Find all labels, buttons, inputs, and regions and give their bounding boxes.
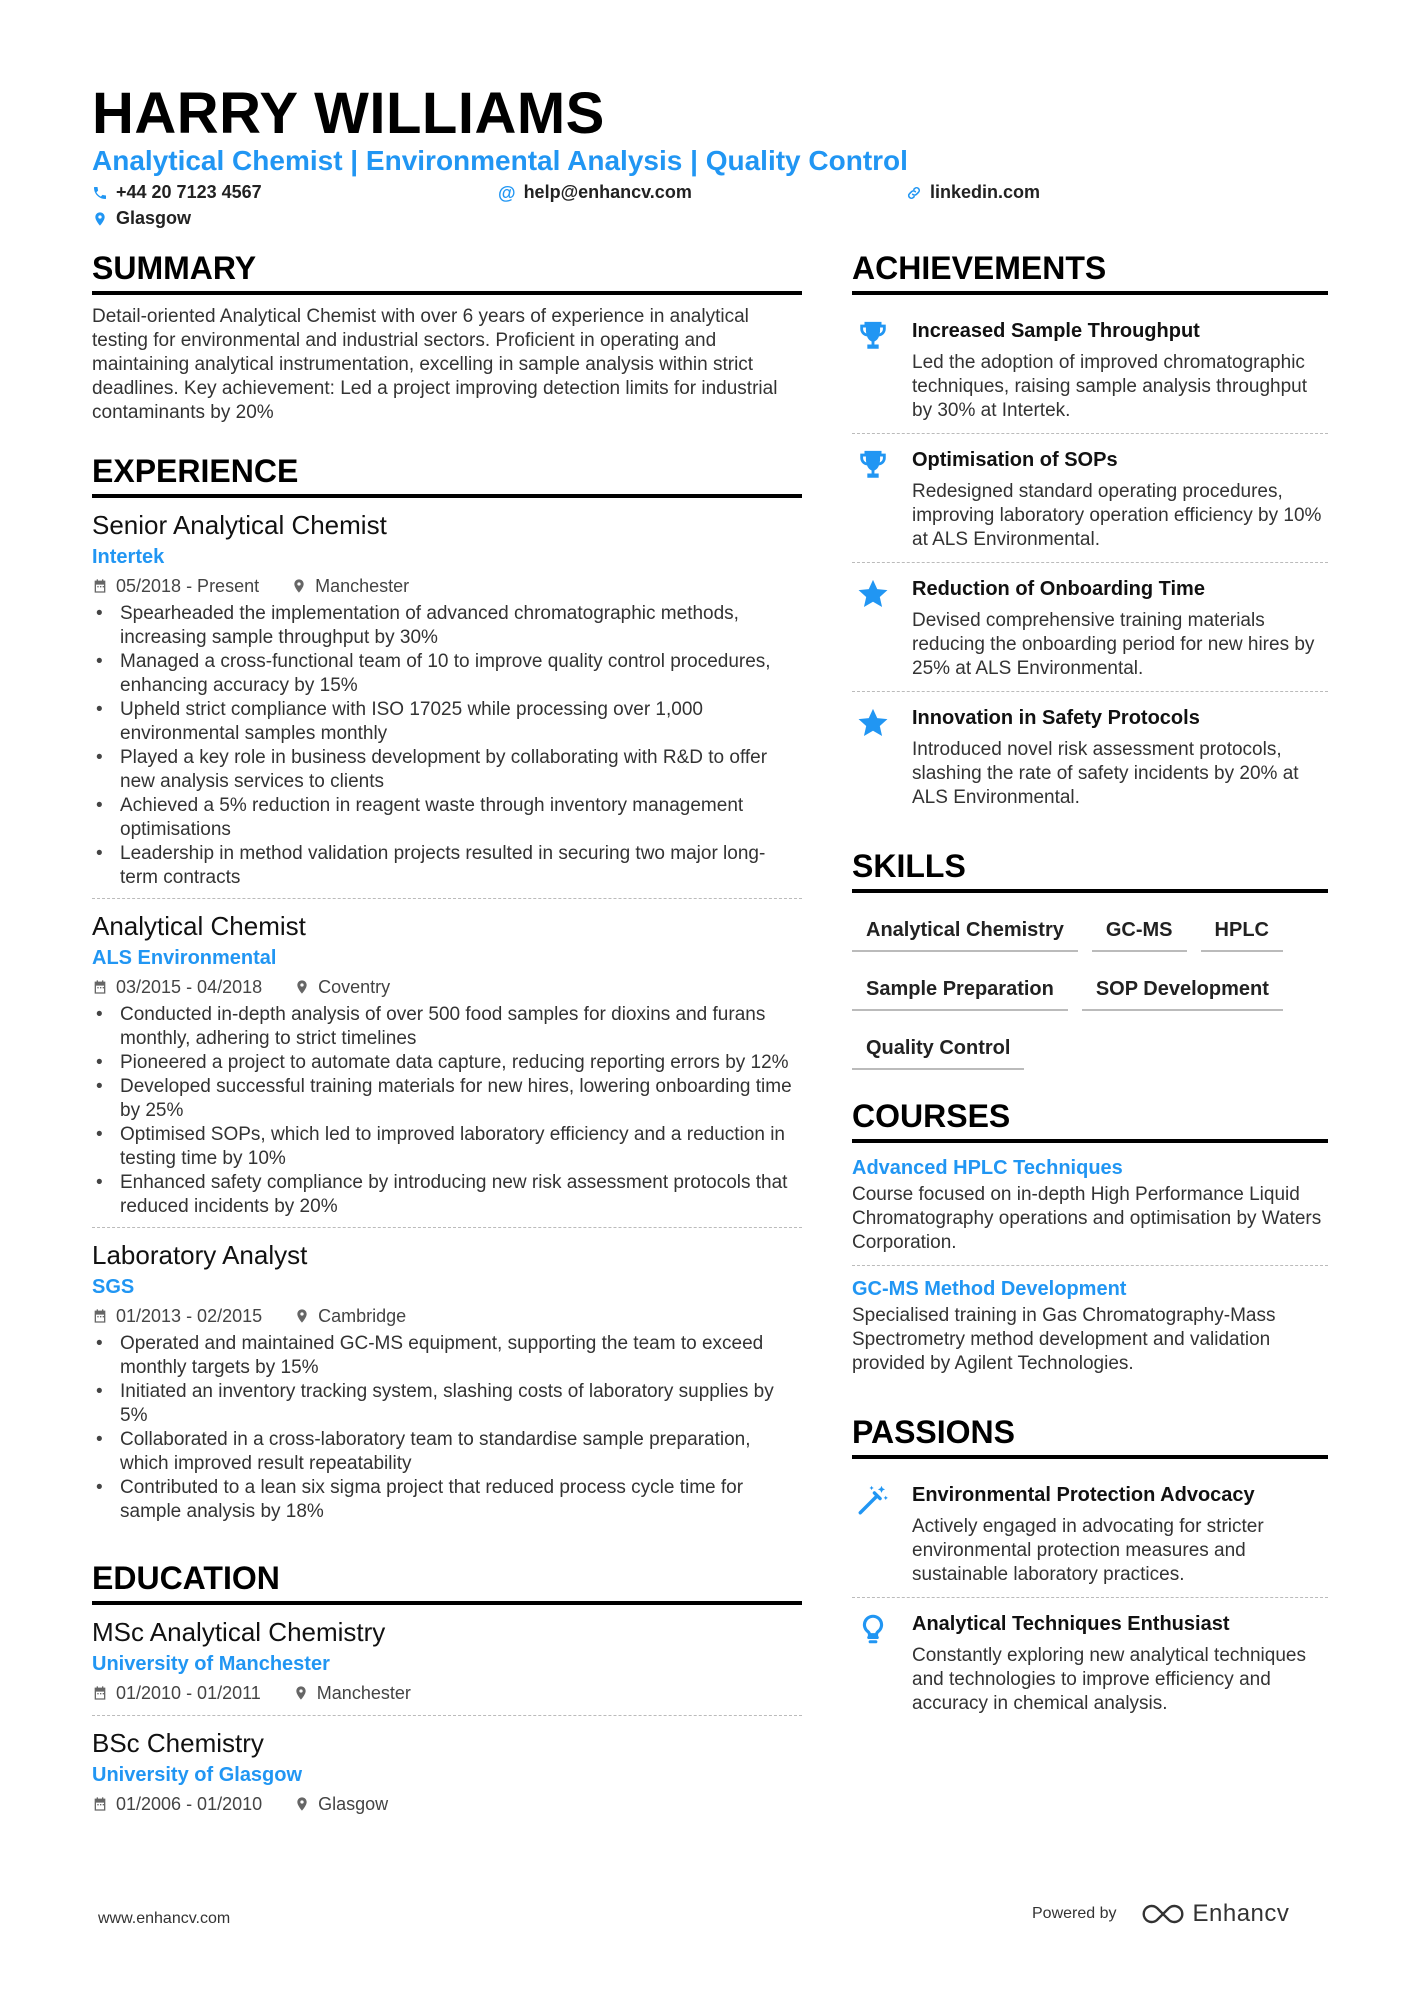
job-location: Coventry bbox=[318, 977, 391, 997]
experience-entry bbox=[92, 508, 802, 899]
bullet-item: • Developed successful training materials for new hires, lowering onboarding time by 25% bbox=[92, 1075, 802, 1123]
course-desc: Specialised training in Gas Chromatography-Mass Spectrometry method development and validation provided by Agilent Technologies. bbox=[852, 1305, 1276, 1374]
achievement-item bbox=[852, 692, 1328, 820]
job-dates: 05/2018 - Present bbox=[116, 576, 260, 596]
bullet-item: • Achieved a 5% reduction in reagent waste through inventory management optimisations bbox=[92, 794, 802, 842]
job-title: Laboratory Analyst bbox=[92, 1240, 308, 1270]
candidate-name: HARRY WILLIAMS bbox=[92, 81, 605, 146]
education-meta bbox=[92, 1679, 802, 1707]
bullet-item: • Contributed to a lean six sigma project that reduced process cycle time for sample analysis by 18% bbox=[92, 1476, 802, 1524]
skills-section bbox=[852, 848, 1328, 1070]
degree-title: MSc Analytical Chemistry bbox=[92, 1617, 386, 1647]
phone-contact[interactable] bbox=[92, 182, 262, 203]
education-entry bbox=[92, 1726, 802, 1826]
star-icon bbox=[855, 577, 891, 611]
summary-text: Detail-oriented Analytical Chemist with over 6 years of experience in analytical testing for environmental and industrial sectors. Proficient in operating and maintaining analytical instrumentation, excelling in sample analysis within strict deadlines. Key achievement: Led a project improving detection limits for industrial contaminants by 20% bbox=[92, 306, 778, 423]
education-dates: 01/2010 - 01/2011 bbox=[116, 1683, 261, 1703]
experience-entry bbox=[92, 1238, 802, 1532]
bullet-item: • Played a key role in business development by collaborating with R&D to offer new analysis services to clients bbox=[92, 746, 802, 794]
bullet-item: • Pioneered a project to automate data capture, reducing reporting errors by 12% bbox=[92, 1051, 802, 1075]
achievement-desc: Devised comprehensive training materials reducing the onboarding period for new hires by 25% at ALS Environmental. bbox=[912, 610, 1315, 679]
brand-name: Enhancv bbox=[1192, 1900, 1290, 1927]
school-name: University of Glasgow bbox=[92, 1764, 303, 1786]
headline: Analytical Chemist | Environmental Analysis | Quality Control bbox=[92, 145, 908, 176]
job-location: Cambridge bbox=[318, 1306, 407, 1326]
achievement-title: Optimisation of SOPs bbox=[912, 449, 1118, 471]
phone-text: +44 20 7123 4567 bbox=[116, 182, 262, 202]
skill-tag: GC-MS bbox=[1092, 911, 1187, 952]
brand-logo[interactable] bbox=[1141, 1900, 1290, 1928]
course-title: GC-MS Method Development bbox=[852, 1278, 1127, 1300]
powered-by-label: Powered by bbox=[1032, 1905, 1117, 1922]
education-title: EDUCATION bbox=[92, 1560, 802, 1605]
course-title: Advanced HPLC Techniques bbox=[852, 1157, 1123, 1179]
email-contact[interactable] bbox=[498, 182, 692, 203]
footer-website[interactable]: www.enhancv.com bbox=[98, 1910, 231, 1927]
trophy-icon bbox=[855, 448, 891, 482]
location-contact bbox=[92, 208, 191, 229]
company-name: Intertek bbox=[92, 546, 165, 568]
calendar-icon bbox=[92, 1308, 108, 1324]
education-meta bbox=[92, 1790, 802, 1818]
location-pin-icon bbox=[294, 979, 310, 995]
at-icon: @ bbox=[498, 182, 516, 203]
passion-title: Analytical Techniques Enthusiast bbox=[912, 1613, 1230, 1635]
job-dates: 01/2013 - 02/2015 bbox=[116, 1306, 263, 1326]
job-title: Analytical Chemist bbox=[92, 911, 306, 941]
achievements-title: ACHIEVEMENTS bbox=[852, 250, 1328, 295]
skill-tag: Analytical Chemistry bbox=[852, 911, 1078, 952]
experience-entry bbox=[92, 909, 802, 1228]
passions-section bbox=[852, 1414, 1328, 1726]
calendar-icon bbox=[92, 979, 108, 995]
bullet-item: • Enhanced safety compliance by introducing new risk assessment protocols that reduced incidents by 20% bbox=[92, 1171, 802, 1219]
course-item bbox=[852, 1274, 1328, 1386]
right-column bbox=[852, 250, 1328, 1754]
job-bullets bbox=[92, 1003, 802, 1219]
linkedin-contact[interactable] bbox=[906, 182, 1040, 203]
bullet-item: • Upheld strict compliance with ISO 17025 while processing over 1,000 environmental samples monthly bbox=[92, 698, 802, 746]
location-pin-icon bbox=[291, 578, 307, 594]
bullet-item: • Optimised SOPs, which led to improved laboratory efficiency and a reduction in testing time by 10% bbox=[92, 1123, 802, 1171]
course-item bbox=[852, 1153, 1328, 1266]
location-pin-icon bbox=[293, 1685, 309, 1701]
achievement-item bbox=[852, 563, 1328, 692]
linkedin-text: linkedin.com bbox=[930, 182, 1041, 202]
bullet-item: • Managed a cross-functional team of 10 to improve quality control procedures, enhancing accuracy by 15% bbox=[92, 650, 802, 698]
bullet-item: • Operated and maintained GC-MS equipment, supporting the team to exceed monthly targets by 15% bbox=[92, 1332, 802, 1380]
courses-title: COURSES bbox=[852, 1098, 1328, 1143]
job-dates: 03/2015 - 04/2018 bbox=[116, 977, 263, 997]
job-meta bbox=[92, 1302, 802, 1330]
calendar-icon bbox=[92, 1685, 108, 1701]
bullet-item: • Conducted in-depth analysis of over 500 food samples for dioxins and furans monthly, adhering to strict timelines bbox=[92, 1003, 802, 1051]
school-name: University of Manchester bbox=[92, 1653, 330, 1675]
skill-tag: HPLC bbox=[1201, 911, 1283, 952]
passion-desc: Constantly exploring new analytical techniques and technologies to improve efficiency and accuracy in chemical analysis. bbox=[912, 1645, 1306, 1714]
achievement-desc: Introduced novel risk assessment protocols, slashing the rate of safety incidents by 20% at ALS Environmental. bbox=[912, 739, 1299, 808]
passion-item bbox=[852, 1598, 1328, 1726]
calendar-icon bbox=[92, 578, 108, 594]
skill-tag: SOP Development bbox=[1082, 970, 1283, 1011]
job-meta bbox=[92, 973, 802, 1001]
achievement-desc: Led the adoption of improved chromatographic techniques, raising sample analysis throughput by 30% at Intertek. bbox=[912, 352, 1308, 421]
skill-tag: Sample Preparation bbox=[852, 970, 1068, 1011]
company-name: ALS Environmental bbox=[92, 947, 277, 969]
education-dates: 01/2006 - 01/2010 bbox=[116, 1794, 263, 1814]
experience-section bbox=[92, 453, 802, 1532]
magic-wand-icon bbox=[855, 1483, 891, 1517]
job-title: Senior Analytical Chemist bbox=[92, 510, 387, 540]
footer-branding bbox=[1032, 1900, 1289, 1928]
left-column bbox=[92, 250, 802, 1854]
calendar-icon bbox=[92, 1796, 108, 1812]
passion-item bbox=[852, 1469, 1328, 1598]
trophy-icon bbox=[855, 319, 891, 353]
education-section bbox=[92, 1560, 802, 1826]
courses-section bbox=[852, 1098, 1328, 1386]
summary-section bbox=[92, 250, 802, 425]
location-pin-icon bbox=[294, 1308, 310, 1324]
degree-title: BSc Chemistry bbox=[92, 1728, 264, 1758]
company-name: SGS bbox=[92, 1276, 135, 1298]
link-icon bbox=[906, 184, 922, 202]
phone-icon bbox=[92, 184, 108, 202]
education-entry bbox=[92, 1615, 802, 1716]
lightbulb-icon bbox=[855, 1612, 891, 1646]
bullet-item: • Collaborated in a cross-laboratory team to standardise sample preparation, which improved result repeatability bbox=[92, 1428, 802, 1476]
location-pin-icon bbox=[294, 1796, 310, 1812]
location-pin-icon bbox=[92, 210, 108, 228]
passion-desc: Actively engaged in advocating for stricter environmental protection measures and sustainable laboratory practices. bbox=[912, 1516, 1264, 1585]
job-meta bbox=[92, 572, 802, 600]
location-text: Glasgow bbox=[116, 208, 192, 228]
achievement-title: Increased Sample Throughput bbox=[912, 320, 1200, 342]
enhancv-logo-icon bbox=[1141, 1902, 1185, 1926]
achievement-item bbox=[852, 305, 1328, 434]
achievement-title: Innovation in Safety Protocols bbox=[912, 707, 1200, 729]
education-location: Glasgow bbox=[318, 1794, 389, 1814]
achievement-item bbox=[852, 434, 1328, 563]
passions-title: PASSIONS bbox=[852, 1414, 1328, 1459]
summary-title: SUMMARY bbox=[92, 250, 802, 295]
bullet-item: • Spearheaded the implementation of advanced chromatographic methods, increasing sample throughput by 30% bbox=[92, 602, 802, 650]
email-text: help@enhancv.com bbox=[523, 182, 692, 202]
experience-title: EXPERIENCE bbox=[92, 453, 802, 498]
achievement-title: Reduction of Onboarding Time bbox=[912, 578, 1205, 600]
skills-title: SKILLS bbox=[852, 848, 1328, 893]
achievements-section bbox=[852, 250, 1328, 820]
bullet-item: • Leadership in method validation projects resulted in securing two major long-term contracts bbox=[92, 842, 802, 890]
job-location: Manchester bbox=[315, 576, 410, 596]
education-location: Manchester bbox=[316, 1683, 411, 1703]
star-icon bbox=[855, 706, 891, 740]
bullet-item: • Initiated an inventory tracking system, slashing costs of laboratory supplies by 5% bbox=[92, 1380, 802, 1428]
achievement-desc: Redesigned standard operating procedures, improving laboratory operation efficiency by 10% at ALS Environmental. bbox=[912, 481, 1322, 550]
course-desc: Course focused on in-depth High Performance Liquid Chromatography operations and optimisation by Waters Corporation. bbox=[852, 1184, 1322, 1253]
passion-title: Environmental Protection Advocacy bbox=[912, 1484, 1255, 1506]
job-bullets bbox=[92, 602, 802, 890]
skills-list bbox=[852, 903, 1328, 1070]
skill-tag: Quality Control bbox=[852, 1029, 1024, 1070]
job-bullets bbox=[92, 1332, 802, 1524]
